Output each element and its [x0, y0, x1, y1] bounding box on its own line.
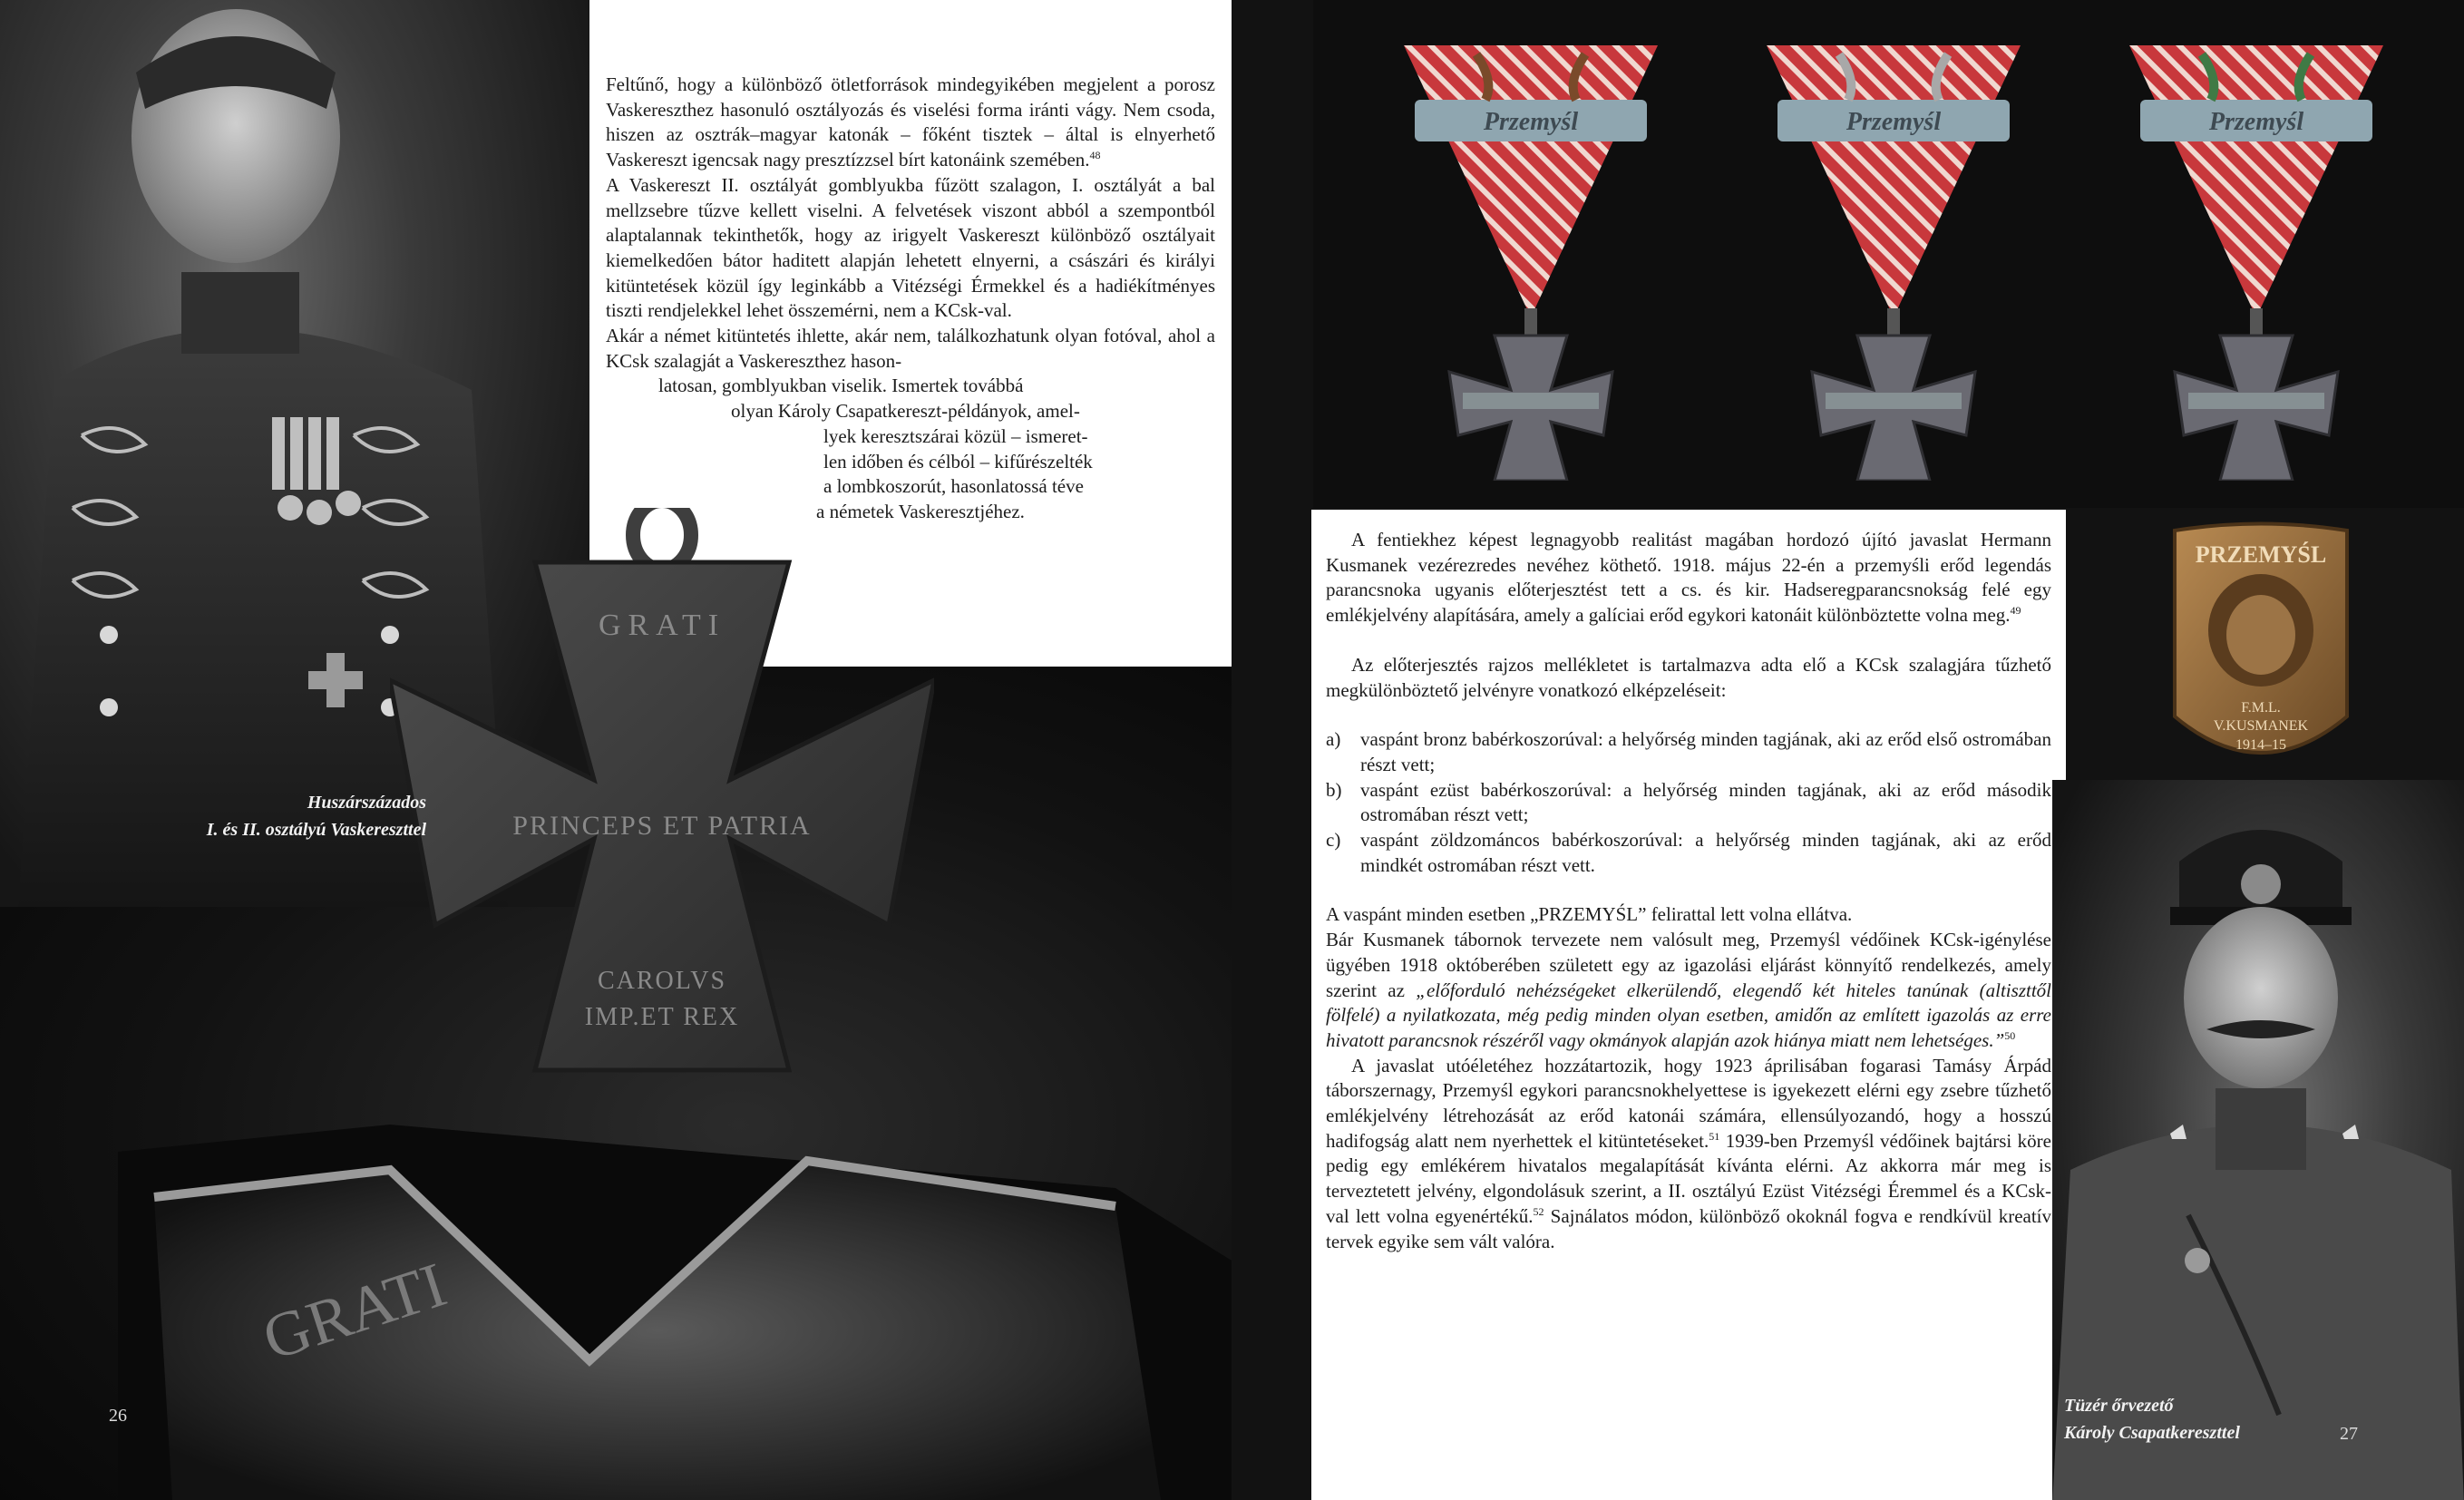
- paragraph: [1326, 928, 2051, 1054]
- caption-line: Huszárszázados: [307, 793, 426, 813]
- list-label: a): [1326, 728, 1341, 751]
- paragraph-text: A javaslat utóéletéhez hozzátartozik, hogy 1923 áprilisában fogarasi Tamásy Árpád táborszernagy, Przemyśl egykori parancsnokhelyettese is igyekezett elérni egy zsebre tűzhető emlékjelvény létrehozását az erőd katonái számára, ellensúlyozandó, hogy a hosszú hadifogság alatt nem nyerhettek el kitüntetéseket.: [1326, 1054, 2051, 1152]
- footnote-ref: 52: [1533, 1204, 1544, 1218]
- quote-text: „előforduló nehézségeket elkerülendő, elegendő két hiteles tanúnak (altiszttől fölfelé) a nyilatkozata, még pedig minden olyan esetben, amidőn az említett igazolás az erre hivatott parancsnok részéről vagy okmányok alapján azok hiánya miatt nem lehetséges.”: [1326, 979, 2051, 1051]
- paragraph-line: lyek keresztszárai közül – ismeret-: [823, 424, 1088, 447]
- list-item: [1326, 828, 2051, 878]
- body-text-left: [606, 73, 1215, 525]
- medal-green: [2120, 36, 2392, 481]
- paragraph-line: a lombkoszorút, hasonlatossá téve: [823, 475, 1084, 498]
- list-text: vaspánt ezüst babérkoszorúval: a helyőrség minden tagjának, aki az erőd második ostromában részt vett;: [1360, 778, 2051, 826]
- cross-closeup-photo: [118, 1061, 1232, 1500]
- footnote-ref: 50: [2004, 1028, 2016, 1042]
- list-item: [1326, 778, 2051, 828]
- caption-line: Tüzér őrvezető: [2064, 1396, 2174, 1416]
- paragraph-text: Feltűnő, hogy a különböző ötletforrások mindegyikében megjelent a porosz Vaskereszthez hasonuló osztályozás és viselési forma iránti vágy. Nem csoda, hiszen az osztrák–magyar katonák – főként tisztek – által is elnyerhető Vaskereszt igencsak nagy presztízzsel bírt katonáink szemében.: [606, 73, 1215, 171]
- cross-text-bottom2: IMP.ET REX: [584, 1003, 740, 1031]
- list-item: [1326, 727, 2051, 777]
- paragraph-text: A fentiekhez képest legnagyobb realitást magában hordozó újító javaslat Hermann Kusmanek vezérezredes nevéhez köthető. 1918. május 22-én a przemyśli erőd legendás parancsnoka ugyanis előterjesztést tett a cs. és kir. Hadseregparancsnokság felé egy emlékjelvény alapítására, amely a galíciai erőd egykori katonáit különböztette volna meg.: [1326, 529, 2051, 627]
- badge-title: PRZEMYŚL: [2195, 541, 2327, 568]
- przemysl-badge-photo: [2157, 517, 2365, 789]
- cross-text-top: GRATI: [598, 609, 726, 642]
- page-number: 26: [109, 1406, 127, 1426]
- list-text: vaspánt zöldzománcos babérkoszorúval: a helyőrség minden tagjának, aki az erőd mindkét ostromában részt vett.: [1360, 829, 2051, 876]
- paragraph: A vaspánt minden esetben „PRZEMYŚL” felirattal lett volna ellátva.: [1326, 903, 1853, 926]
- badge-name2: V.KUSMANEK: [2213, 718, 2309, 734]
- footnote-ref: 48: [1089, 149, 1101, 162]
- badge-name1: F.M.L.: [2241, 700, 2281, 716]
- paragraph: [606, 73, 1215, 173]
- footnote-ref: 49: [2010, 604, 2021, 618]
- right-page: [1232, 0, 2464, 1500]
- footnote-ref: 51: [1709, 1129, 1720, 1143]
- list-label: c): [1326, 829, 1341, 852]
- troop-cross-photo: [390, 508, 934, 1106]
- paragraph-line: olyan Károly Csapatkereszt-példányok, amel-: [731, 400, 1080, 423]
- medal-bar-text: Przemyśl: [1846, 108, 1942, 136]
- medal-bar-text: Przemyśl: [1483, 108, 1579, 136]
- caption-line: Károly Csapatkereszttel: [2064, 1423, 2240, 1443]
- body-text-right: [1326, 528, 2051, 1254]
- medal-bar-text: Przemyśl: [2208, 108, 2304, 136]
- paragraph: A Vaskereszt II. osztályát gomblyukba fűzött szalagon, I. osztályát a bal mellzsebre tűzve kellett viselni. A felvetések viszont abból a szempontból alaptalannak tekinthetők, hogy az irigyelt Vaskereszt különböző osztályait kiemelkedően bátor haditett alapján lehetett elnyerni, a császári és királyi kitüntetések közül így leginkább a Vitézségi Érmekkel és a hadiékítményes tiszti rendjelekkel lehet összemérni, nem a KCsk-val.: [606, 173, 1215, 322]
- caption-left: [127, 789, 426, 843]
- caption-right: [2064, 1392, 2336, 1446]
- paragraph: [1326, 1054, 2051, 1255]
- caption-line: I. és II. osztályú Vaskereszttel: [206, 820, 426, 840]
- paragraph-line: a németek Vaskeresztjéhez.: [816, 500, 1025, 522]
- cross-text-middle: PRINCEPS ET PATRIA: [512, 811, 812, 841]
- paragraph-text: 1939-ben Przemyśl védőinek bajtársi köre pedig egy emlékérem hivatalos megalapítását kívánta elérni. Az akkorra már meg is terveztetett jelvény, elgondolásuk szerint, a II. osztályú Ezüst Vitézségi Éremmel és a KCsk-val lett volna egyenértékű.: [1326, 1129, 2051, 1227]
- closeup-text: GRATI: [255, 1250, 454, 1375]
- paragraph-text: Bár Kusmanek tábornok tervezete nem valósult meg, Przemyśl védőinek KCsk-igénylése ügyében 1918 októberében született egy az igazolási eljárást könnyítő rendelkezés, amely szerint az: [1326, 929, 2051, 1001]
- list-label: b): [1326, 778, 1342, 801]
- page-number: 27: [2340, 1424, 2358, 1444]
- paragraph: Az előterjesztés rajzos mellékletet is tartalmazva adta elő a KCsk szalagjára tűzhető megkülönböztető jelvényre vonatkozó elképzeléseit:: [1326, 653, 2051, 701]
- medal-bronze: [1395, 36, 1667, 481]
- paragraph-line: latosan, gomblyukban viselik. Ismertek továbbá: [658, 375, 1024, 397]
- paragraph: Akár a német kitüntetés ihlette, akár nem, találkozhatunk olyan fotóval, ahol a KCsk szalagját a Vaskereszthez hason-: [606, 325, 1215, 372]
- paragraph-text: Sajnálatos módon, különböző okoknál fogva e rendkívül kreatív tervek egyike sem vált valóra.: [1326, 1204, 2052, 1252]
- paragraph-line: len időben és célból – kifűrészelték: [823, 450, 1093, 472]
- list-text: vaspánt bronz babérkoszorúval: a helyőrség minden tagjának, aki az erőd első ostromában részt vett;: [1360, 728, 2051, 775]
- paragraph: [1326, 528, 2051, 628]
- badge-years: 1914–15: [2235, 737, 2286, 753]
- cross-text-bottom1: CAROLVS: [597, 967, 727, 995]
- medal-silver: [1758, 36, 2030, 481]
